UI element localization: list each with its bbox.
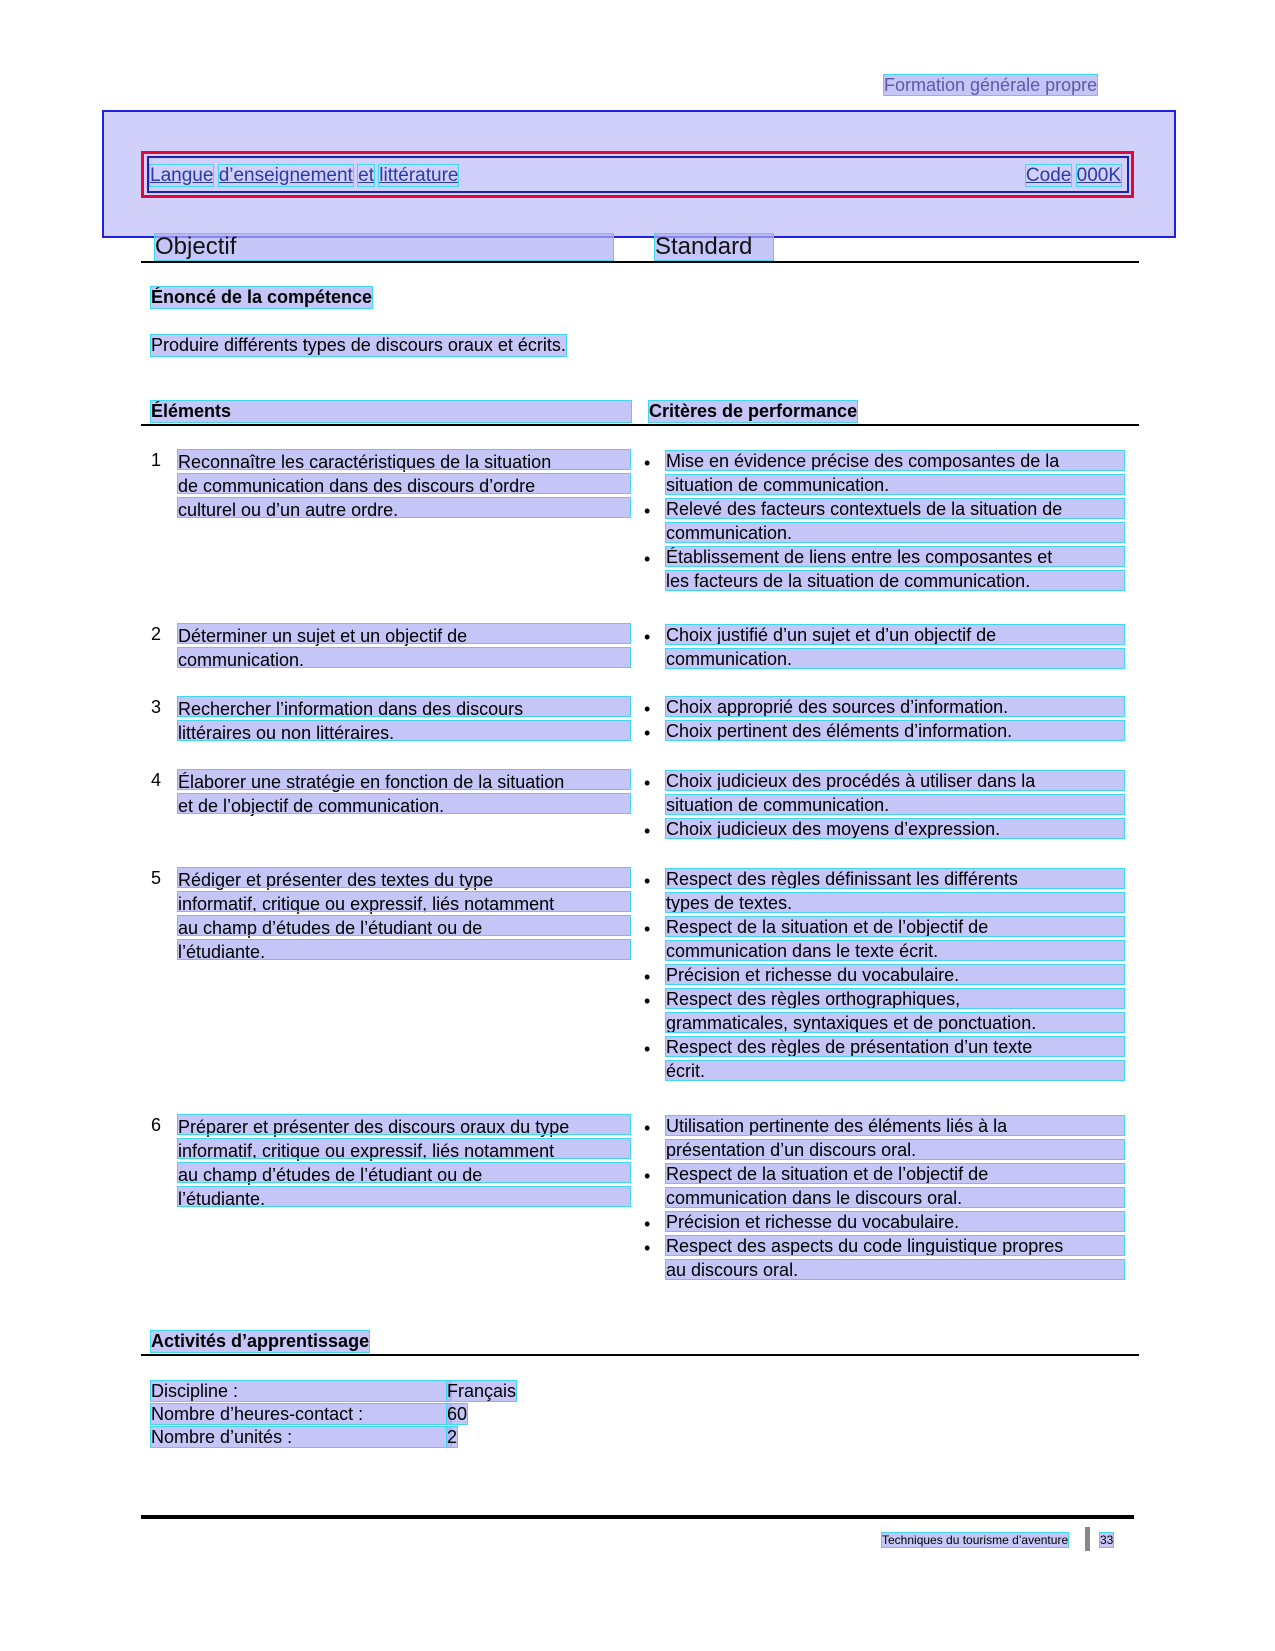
criterion-line: Précision et richesse du vocabulaire.: [666, 965, 1124, 984]
info-value: Français: [447, 1381, 517, 1401]
element-line: informatif, critique ou expressif, liés notamment: [178, 1139, 630, 1158]
footer-separator: [1085, 1527, 1090, 1551]
criterion-line: communication dans le discours oral.: [666, 1188, 1124, 1207]
bullet-icon: •: [644, 699, 651, 719]
criterion-line: communication.: [666, 649, 1124, 668]
criterion-line: Relevé des facteurs contextuels de la situation de: [666, 499, 1124, 518]
criterion: [644, 989, 1124, 1032]
element-2-text: [178, 624, 630, 672]
criterion-line: Choix judicieux des moyens d’expression.: [666, 819, 1124, 838]
element-3-text: [178, 697, 630, 745]
criterion: [644, 697, 1124, 719]
element-6-text: [178, 1115, 630, 1211]
element-line: Élaborer une stratégie en fonction de la situation: [178, 770, 630, 789]
criterion: [644, 1164, 1124, 1207]
bullet-icon: •: [644, 1166, 651, 1186]
criterion: [644, 451, 1124, 494]
criterion: [644, 771, 1124, 814]
criterion-line: présentation d’un discours oral.: [666, 1140, 1124, 1159]
element-2-criteria: [644, 625, 1124, 673]
element-line: l’étudiante.: [178, 1187, 630, 1206]
activities-rule: [141, 1354, 1139, 1356]
info-value: 2: [447, 1427, 458, 1447]
element-line: et de l’objectif de communication.: [178, 794, 630, 813]
info-label: Discipline :: [151, 1381, 451, 1401]
top-rule: [141, 261, 1139, 263]
bullet-icon: •: [644, 1238, 651, 1258]
criterion-line: écrit.: [666, 1061, 1124, 1080]
competence-text: Produire différents types de discours oraux et écrits.: [151, 335, 566, 355]
criterion-line: situation de communication.: [666, 475, 1124, 494]
element-number: 4: [151, 770, 162, 790]
element-line: Déterminer un sujet et un objectif de: [178, 624, 630, 643]
bullet-icon: •: [644, 627, 651, 647]
info-label: Nombre d’heures-contact :: [151, 1404, 451, 1424]
element-number: 1: [151, 450, 162, 470]
bullet-icon: •: [644, 453, 651, 473]
criterion: [644, 721, 1124, 743]
bullet-icon: •: [644, 821, 651, 841]
element-line: communication.: [178, 648, 630, 667]
elements-heading: Éléments: [151, 401, 631, 422]
info-label: Nombre d’unités :: [151, 1427, 451, 1447]
criterion-line: Choix pertinent des éléments d’information.: [666, 721, 1124, 740]
criterion: [644, 625, 1124, 668]
criterion-line: Respect des règles orthographiques,: [666, 989, 1124, 1008]
bullet-icon: •: [644, 723, 651, 743]
element-line: Reconnaître les caractéristiques de la situation: [178, 450, 630, 469]
element-6-criteria: [644, 1116, 1124, 1284]
criterion-line: communication dans le texte écrit.: [666, 941, 1124, 960]
element-line: informatif, critique ou expressif, liés notamment: [178, 892, 630, 911]
element-4-criteria: [644, 771, 1124, 843]
bullet-icon: •: [644, 991, 651, 1011]
element-line: de communication dans des discours d’ordre: [178, 474, 630, 493]
bullet-icon: •: [644, 1118, 651, 1138]
footer-rule: [141, 1515, 1134, 1519]
criterion: [644, 965, 1124, 987]
code-label[interactable]: Code: [1025, 165, 1072, 186]
criterion: [644, 1037, 1124, 1080]
bullet-icon: •: [644, 967, 651, 987]
criteria-heading: Critères de performance: [649, 401, 858, 421]
criterion-line: Utilisation pertinente des éléments liés à la: [666, 1116, 1124, 1135]
criterion-line: Choix approprié des sources d’information.: [666, 697, 1124, 716]
criterion: [644, 1116, 1124, 1159]
bullet-icon: •: [644, 773, 651, 793]
criterion: [644, 869, 1124, 912]
header-code: [1026, 165, 1121, 187]
criterion: [644, 1236, 1124, 1279]
running-head: Formation générale propre: [884, 75, 1098, 95]
criterion-line: Respect des aspects du code linguistique propres: [666, 1236, 1124, 1255]
element-4-text: [178, 770, 630, 818]
element-line: au champ d’études de l’étudiant ou de: [178, 1163, 630, 1182]
table-header-rule: [141, 424, 1139, 426]
element-line: Préparer et présenter des discours oraux du type: [178, 1115, 630, 1134]
footer-text: Techniques du tourisme d’aventure: [882, 1533, 1069, 1547]
criterion-line: grammaticales, syntaxiques et de ponctuation.: [666, 1013, 1124, 1032]
page-number: 33: [1100, 1533, 1114, 1547]
header-word[interactable]: Langue: [150, 165, 214, 186]
criterion: [644, 819, 1124, 841]
criterion-line: Respect de la situation et de l’objectif de: [666, 1164, 1124, 1183]
header-word[interactable]: et: [358, 165, 374, 186]
element-3-criteria: [644, 697, 1124, 745]
element-line: Rechercher l’information dans des discours: [178, 697, 630, 716]
element-number: 5: [151, 868, 162, 888]
criterion-line: Respect des règles de présentation d’un texte: [666, 1037, 1124, 1056]
criterion-line: Respect des règles définissant les différents: [666, 869, 1124, 888]
element-line: Rédiger et présenter des textes du type: [178, 868, 630, 887]
element-1-text: [178, 450, 630, 522]
criterion-line: Choix judicieux des procédés à utiliser dans la: [666, 771, 1124, 790]
competence-title: Énoncé de la compétence: [151, 287, 373, 307]
header-word[interactable]: littérature: [379, 165, 459, 186]
element-5-text: [178, 868, 630, 964]
element-number: 6: [151, 1115, 162, 1135]
criterion: [644, 917, 1124, 960]
element-line: culturel ou d’un autre ordre.: [178, 498, 630, 517]
criterion: [644, 547, 1124, 590]
standard-heading: Standard: [655, 234, 773, 260]
bullet-icon: •: [644, 1214, 651, 1234]
element-line: littéraires ou non littéraires.: [178, 721, 630, 740]
info-value: 60: [447, 1404, 468, 1424]
header-title: [150, 165, 458, 187]
criterion-line: Respect de la situation et de l’objectif de: [666, 917, 1124, 936]
element-number: 2: [151, 624, 162, 644]
criterion: [644, 1212, 1124, 1234]
element-1-criteria: [644, 451, 1124, 595]
bullet-icon: •: [644, 501, 651, 521]
criterion: [644, 499, 1124, 542]
bullet-icon: •: [644, 871, 651, 891]
element-number: 3: [151, 697, 162, 717]
criterion-line: Choix justifié d’un sujet et d’un objectif de: [666, 625, 1124, 644]
element-5-criteria: [644, 869, 1124, 1085]
element-line: au champ d’études de l’étudiant ou de: [178, 916, 630, 935]
criterion-line: communication.: [666, 523, 1124, 542]
criterion-line: types de textes.: [666, 893, 1124, 912]
criterion-line: Précision et richesse du vocabulaire.: [666, 1212, 1124, 1231]
bullet-icon: •: [644, 1039, 651, 1059]
criterion-line: au discours oral.: [666, 1260, 1124, 1279]
criterion-line: situation de communication.: [666, 795, 1124, 814]
criterion-line: Mise en évidence précise des composantes de la: [666, 451, 1124, 470]
bullet-icon: •: [644, 919, 651, 939]
objective-heading: Objectif: [155, 234, 613, 260]
criterion-line: Établissement de liens entre les composantes et: [666, 547, 1124, 566]
activities-title: Activités d’apprentissage: [151, 1331, 370, 1351]
header-word[interactable]: d’enseignement: [218, 165, 353, 186]
criterion-line: les facteurs de la situation de communication.: [666, 571, 1124, 590]
element-line: l’étudiante.: [178, 940, 630, 959]
code-value[interactable]: 000K: [1076, 165, 1121, 186]
bullet-icon: •: [644, 549, 651, 569]
